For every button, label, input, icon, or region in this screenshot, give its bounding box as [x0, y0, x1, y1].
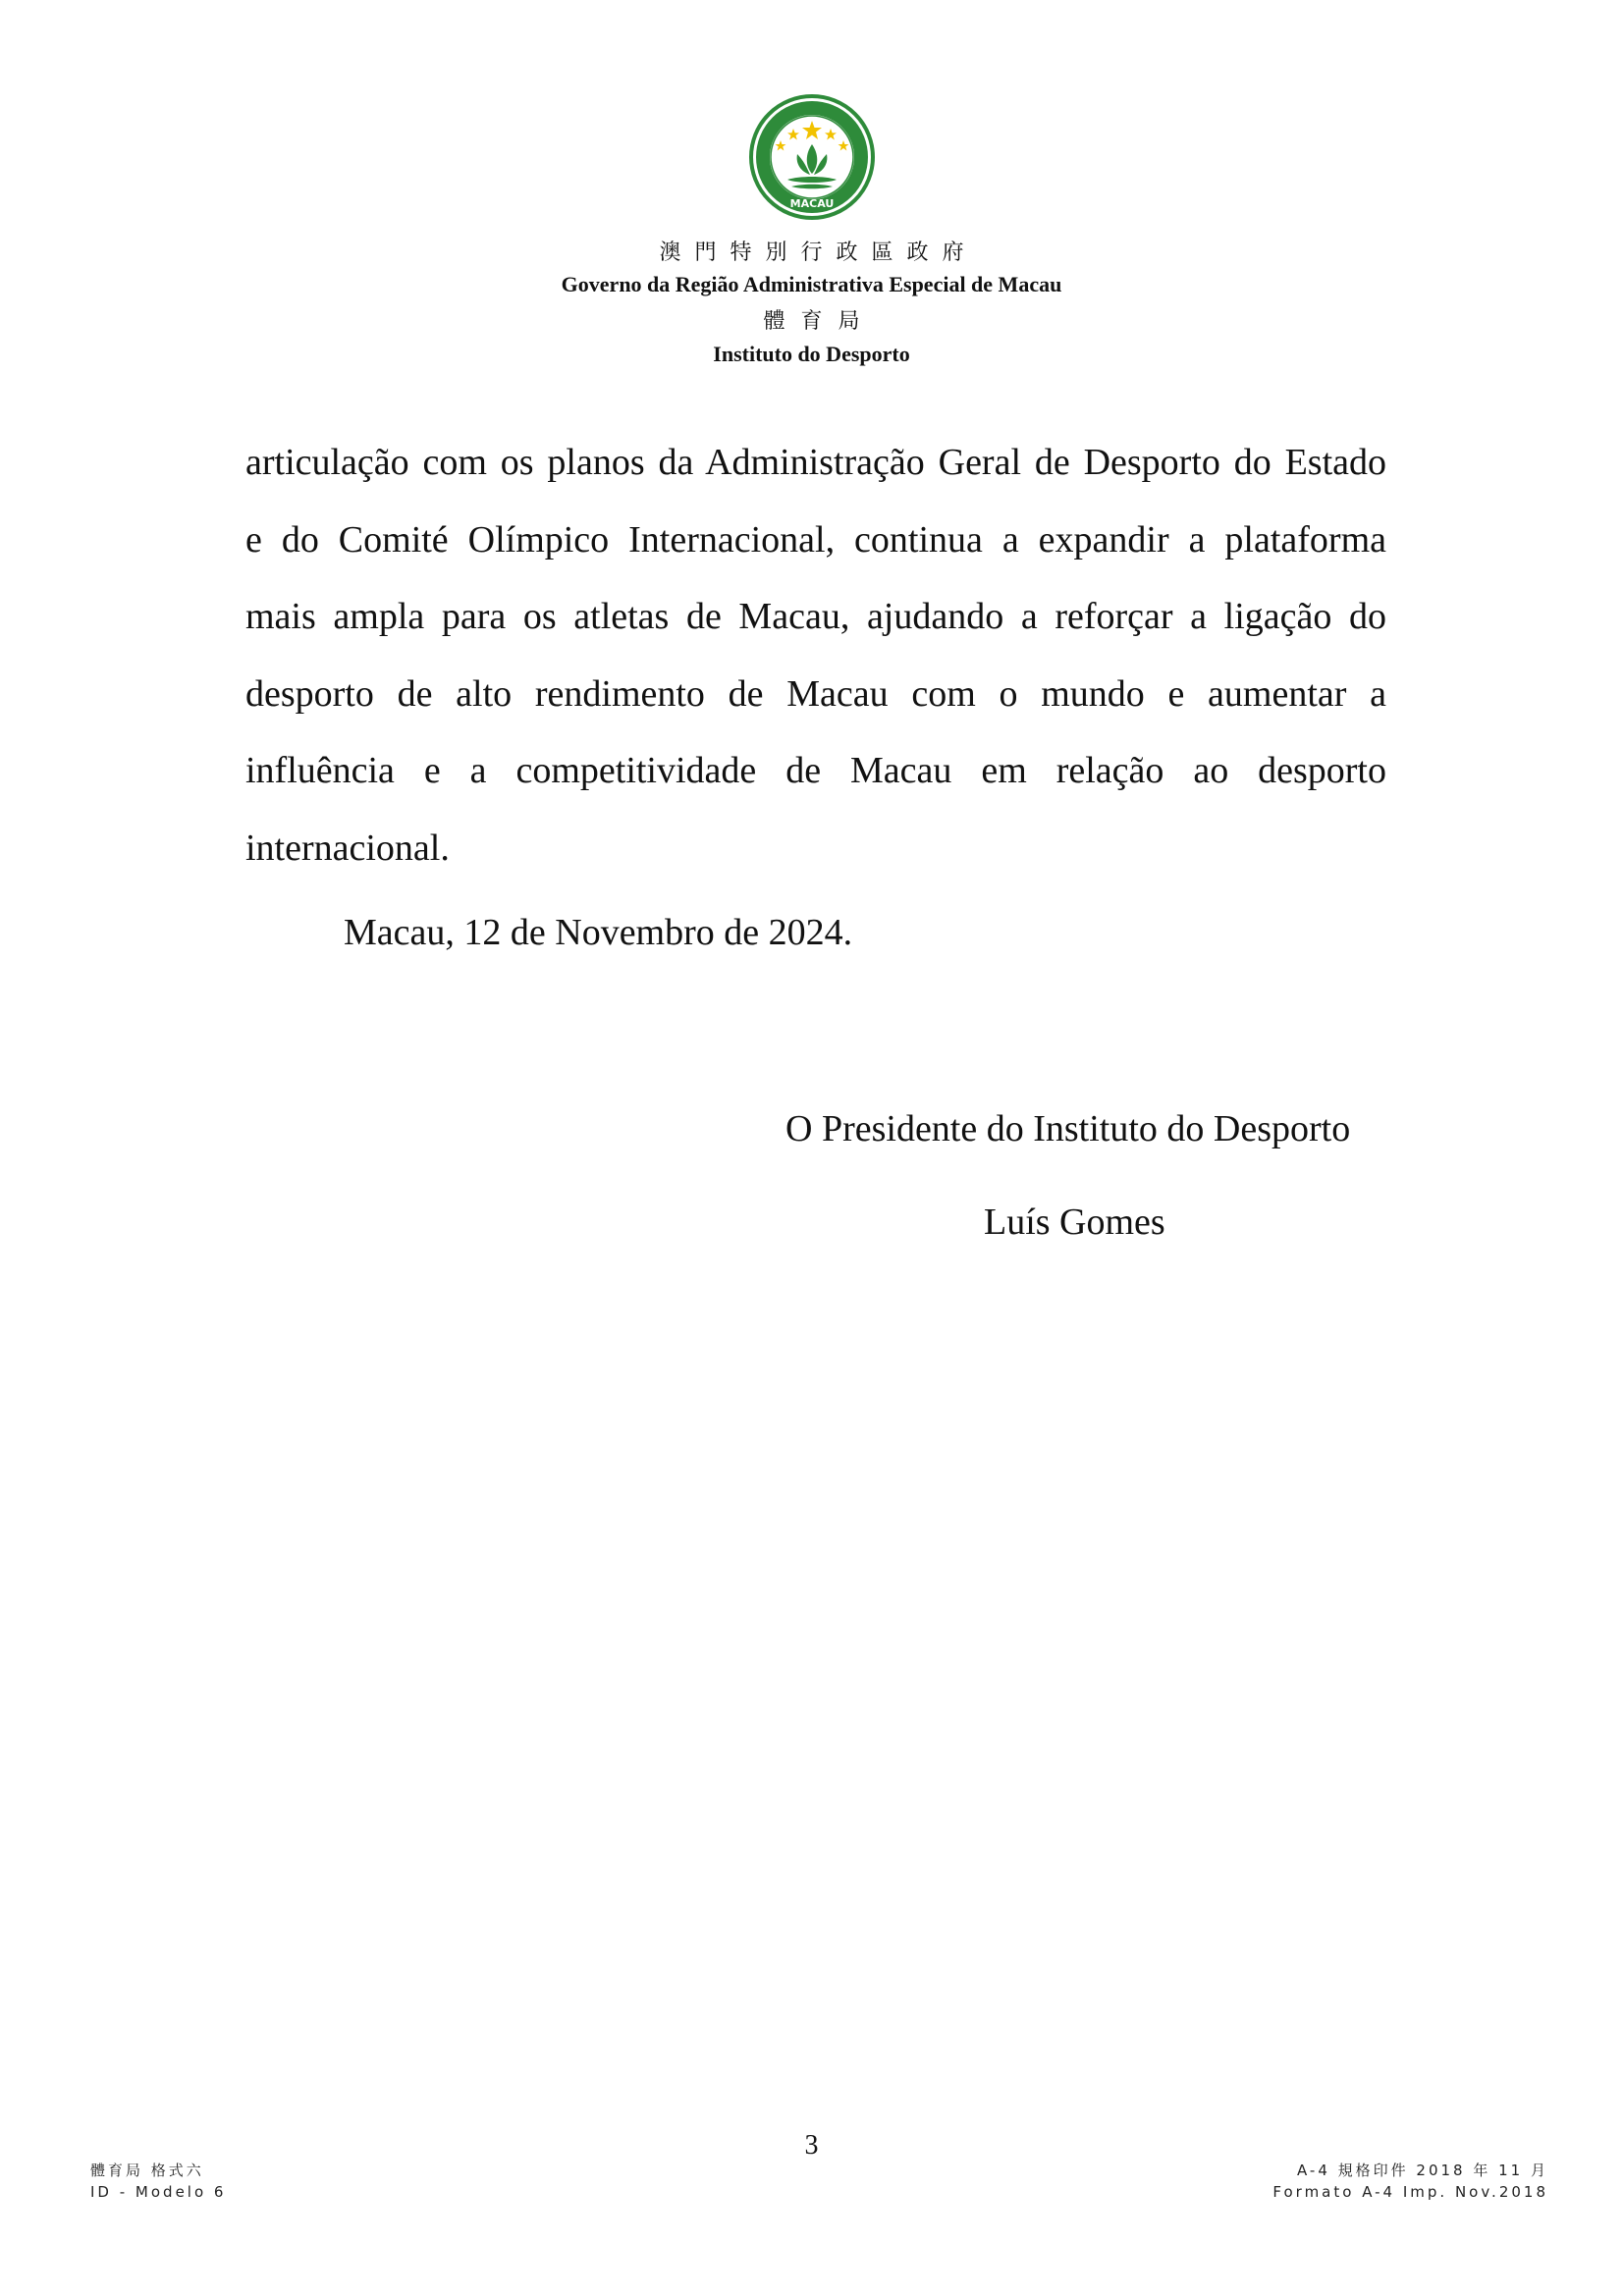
body-line: e do Comité Olímpico Internacional, continua a expandir a plataforma — [245, 518, 1386, 561]
institute-name-chinese: 體育局 — [763, 309, 876, 334]
body-line: mais ampla para os atletas de Macau, ajudando a reforçar a ligação do — [245, 596, 1386, 637]
body-line: articulação com os planos da Administração Geral de Desporto do Estado — [245, 442, 1386, 483]
emblem-text: MACAU — [789, 197, 834, 210]
signatory-title: O Presidente do Instituto do Desporto — [785, 1108, 1351, 1149]
body-line: desporto de alto rendimento de Macau com o mundo e aumentar a — [245, 672, 1386, 715]
government-name-chinese: 澳門特別行政區政府 — [659, 240, 978, 265]
footer-left-line-2: ID - Modelo 6 — [90, 2183, 227, 2201]
page-number: 3 — [804, 2130, 819, 2161]
footer-form-id — [90, 2160, 226, 2203]
footer-right-line-2: Formato A-4 Imp. Nov.2018 — [1272, 2183, 1548, 2201]
footer-left-line-1: 體育局 格式六 — [90, 2162, 204, 2179]
document-header — [0, 93, 1623, 372]
macau-emblem-icon — [748, 93, 876, 221]
body-line: internacional. — [245, 827, 450, 869]
document-date: Macau, 12 de Novembro de 2024. — [344, 912, 853, 953]
footer-right-line-1: A-4 規格印件 2018 年 11 月 — [1297, 2162, 1548, 2179]
institute-name-portuguese: Instituto do Desporto — [713, 342, 910, 366]
signatory-name: Luís Gomes — [984, 1201, 1165, 1243]
government-name-portuguese: Governo da Região Administrativa Especial de Macau — [561, 272, 1062, 296]
body-line: influência e a competitividade de Macau em relação ao desporto — [245, 750, 1386, 791]
body-paragraph — [245, 424, 1386, 886]
footer-print-format — [1272, 2160, 1548, 2203]
